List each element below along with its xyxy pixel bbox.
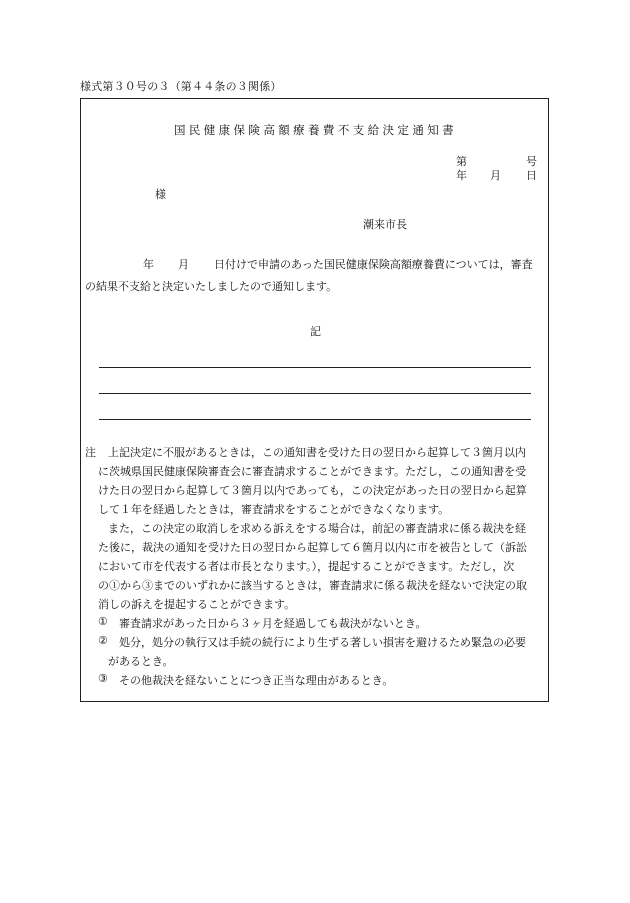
body-date-month: 月 — [178, 258, 189, 271]
note-prefix: 注 — [85, 446, 96, 459]
addressee-suffix: 様 — [155, 188, 166, 201]
note-item-3-mark: ③ — [98, 672, 108, 685]
note-p1-line: に茨城県国民健康保険審査会に審査請求することができます。ただし，この通知書を受 — [98, 465, 527, 478]
note-p2-line: た後に，裁決の通知を受けた日の翌日から起算して６箇月以内に市を被告として（訴訟 — [98, 541, 527, 554]
note-p1-line: 上記決定に不服があるときは，この通知書を受けた日の翌日から起算して３箇月以内 — [108, 446, 526, 459]
note-p2-line: において市を代表する者は市長となります。），提起することができます。ただし，次 — [98, 560, 515, 573]
body-line-2: の結果不支給と決定いたしましたので通知します。 — [85, 280, 338, 293]
date-month-label: 月 — [490, 169, 501, 182]
note-p1-line: して１年を経過したときは，審査請求をすることができなくなります。 — [98, 503, 450, 516]
note-p2-line: の①から③までのいずれかに該当するときは，審査請求に係る裁決を経ないで決定の取 — [98, 579, 527, 592]
date-day-label: 日 — [526, 169, 537, 182]
number-prefix: 第 — [456, 155, 467, 168]
blank-line-2 — [99, 393, 531, 394]
note-item-3-text: その他裁決を経ないことにつき正当な理由があるとき。 — [119, 674, 394, 687]
note-p2-line: また，この決定の取消しを求める訴えをする場合は，前記の審査請求に係る裁決を経 — [108, 522, 526, 535]
note-item-2-text: 処分，処分の執行又は手続の続行により生ずる著しい損害を避けるため緊急の必要 — [119, 636, 526, 649]
blank-line-1 — [99, 367, 531, 368]
note-item-2-mark: ② — [98, 634, 108, 647]
note-p2-line: 消しの訴えを提起することができます。 — [98, 598, 296, 611]
body-line-1: 日付けで申請のあった国民健康保険高額療養費については，審査 — [214, 258, 533, 271]
number-suffix: 号 — [526, 155, 537, 168]
note-item-1-text: 審査請求があった日から３ヶ月を経過しても裁決がないとき。 — [119, 617, 427, 630]
ki-heading: 記 — [310, 325, 321, 338]
form-number-label: 様式第３０号の３（第４４条の３関係） — [80, 80, 282, 93]
sender-name: 潮来市長 — [363, 218, 407, 231]
note-item-1-mark: ① — [98, 615, 108, 628]
body-date-year: 年 — [143, 258, 154, 271]
note-item-2-text-cont: があるとき。 — [108, 655, 174, 668]
blank-line-3 — [99, 419, 531, 420]
notice-frame — [80, 98, 549, 702]
date-year-label: 年 — [456, 169, 467, 182]
note-p1-line: けた日の翌日から起算して３箇月以内であっても，この決定があった日の翌日から起算 — [98, 484, 527, 497]
document-title: 国民健康保険高額療養費不支給決定通知書 — [173, 123, 458, 137]
